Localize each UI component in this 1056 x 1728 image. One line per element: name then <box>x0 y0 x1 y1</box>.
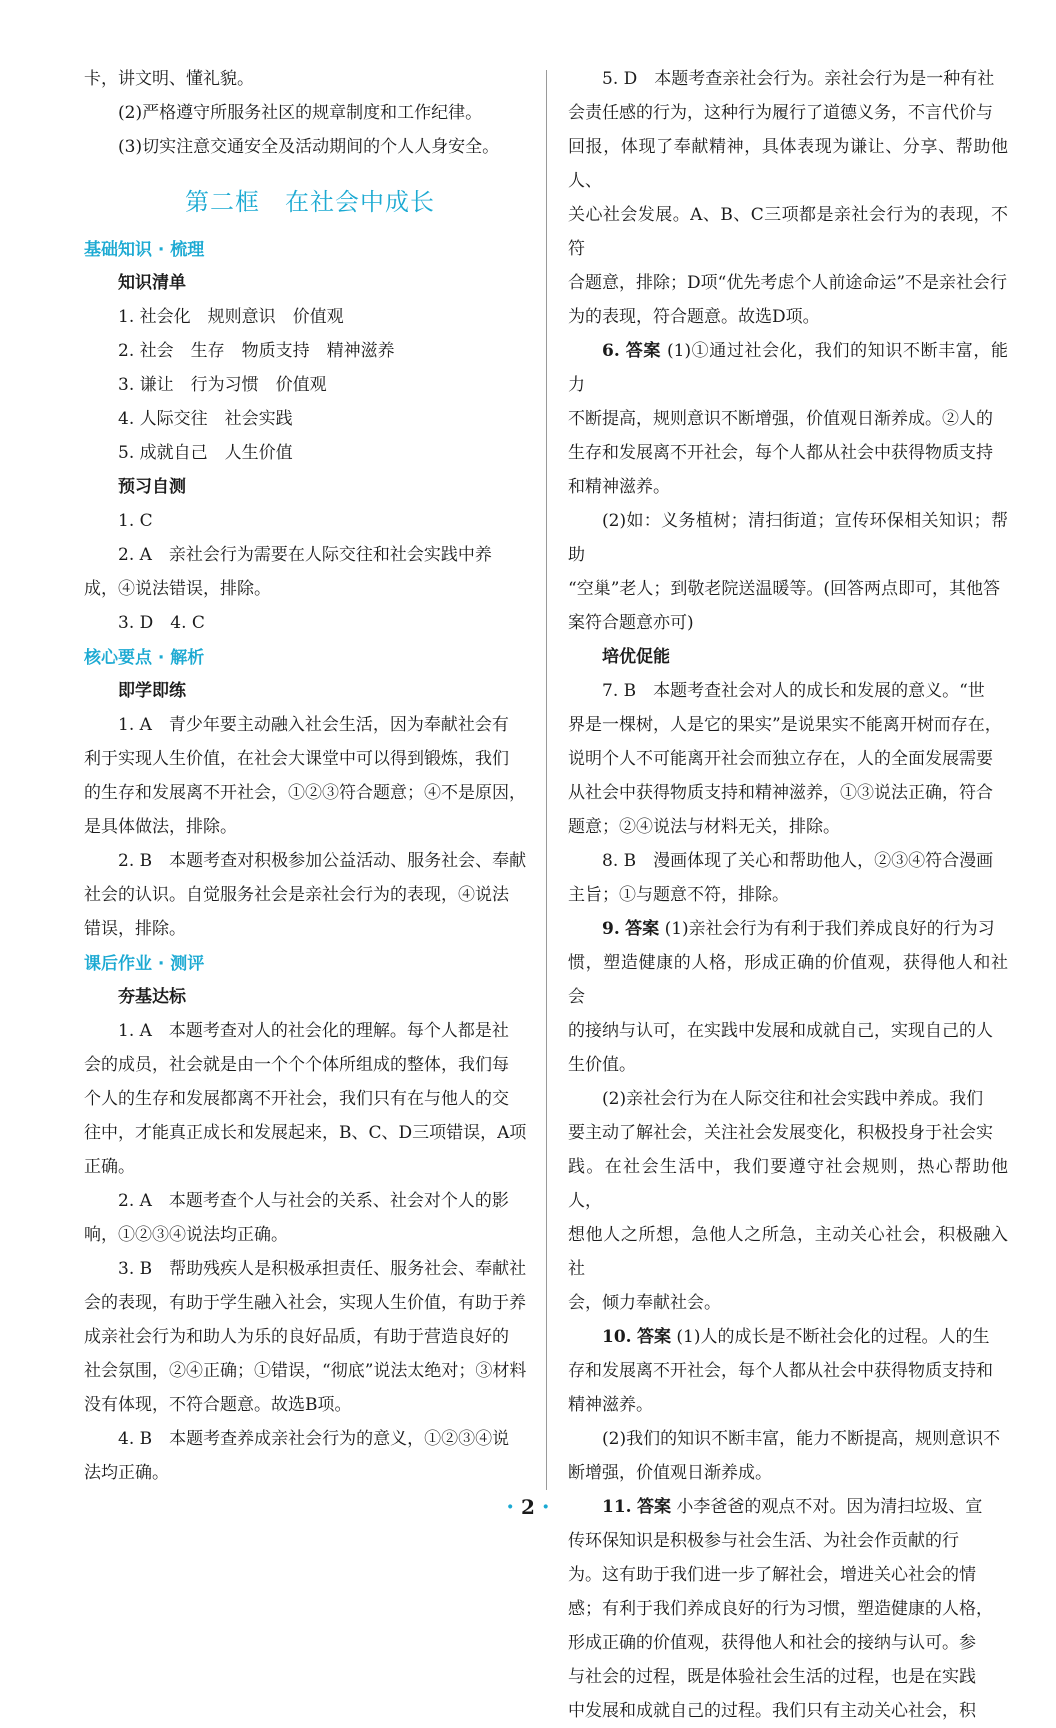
core-answer-line: 1. A 青少年要主动融入社会生活，因为奉献社会有 <box>118 715 509 735</box>
page-number-value: 2 <box>521 1495 535 1519</box>
section-heading-homework: 课后作业 · 测评 <box>84 954 205 974</box>
answer-line: 形成正确的价值观，获得他人和社会的接纳与认可。参 <box>568 1633 976 1653</box>
answer-line: 要主动了解社会，关注社会发展变化，积极投身于社会实 <box>568 1123 993 1143</box>
answer-label: 答案 <box>636 1327 671 1347</box>
homework-answer-line: 会的表现，有助于学生融入社会，实现人生价值，有助于养 <box>84 1293 526 1313</box>
answer-line: 断增强，价值观日渐养成。 <box>568 1463 772 1483</box>
knowledge-item: 2. 社会 生存 物质支持 精神滋养 <box>118 341 395 361</box>
homework-answer-line: 法均正确。 <box>84 1463 169 1483</box>
answer-line: 8. B 漫画体现了关心和帮助他人，②③④符合漫画 <box>602 851 994 871</box>
homework-answer-line: 2. A 本题考查个人与社会的关系、社会对个人的影 <box>118 1191 509 1211</box>
answer-label: 答案 <box>636 1497 671 1517</box>
answer-label: 答案 <box>625 919 660 939</box>
answer-line: 的接纳与认可，在实践中发展和成就自己，实现自己的人 <box>568 1021 993 1041</box>
answer-line: (2)如：义务植树；清扫街道；宣传环保相关知识；帮助 <box>568 511 1008 565</box>
answer-line: 合题意，排除；D项“优先考虑个人前途命运”不是亲社会行 <box>568 273 1008 293</box>
subheading-preview-test: 预习自测 <box>118 477 186 497</box>
frame-title: 第二框 在社会中成长 <box>185 188 435 216</box>
column-divider <box>546 70 547 1490</box>
answer-line: 生价值。 <box>568 1055 636 1075</box>
answer-text: (1)①通过社会化，我们的知识不断丰富，能力 <box>568 341 1008 395</box>
homework-answer-line: 没有体现，不符合题意。故选B项。 <box>84 1395 352 1415</box>
answer-line: 存和发展离不开社会，每个人都从社会中获得物质支持和 <box>568 1361 993 1381</box>
homework-answer-line: 往中，才能真正成长和发展起来，B、C、D三项错误，A项 <box>84 1123 527 1143</box>
preview-answer: 成，④说法错误，排除。 <box>84 579 271 599</box>
core-answer-line: 2. B 本题考查对积极参加公益活动、服务社会、奉献 <box>118 851 527 871</box>
question-number: 6. <box>602 341 620 361</box>
knowledge-item: 1. 社会化 规则意识 价值观 <box>118 307 344 327</box>
homework-answer-line: 3. B 帮助残疾人是积极承担责任、服务社会、奉献社 <box>118 1259 527 1279</box>
answer-line: 会责任感的行为，这种行为履行了道德义务，不言代价与 <box>568 103 993 123</box>
answer-line: 界是一棵树，人是它的果实”是说果实不能离开树而存在， <box>568 715 1002 735</box>
preview-answer: 3. D 4. C <box>118 613 205 633</box>
section-heading-basic: 基础知识 · 梳理 <box>84 240 205 260</box>
answer-line: 中发展和成就自己的过程。我们只有主动关心社会，积 <box>568 1701 976 1721</box>
answer-line: 传环保知识是积极参与社会生活、为社会作贡献的行 <box>568 1531 959 1551</box>
answer-line: (2)我们的知识不断丰富，能力不断提高，规则意识不 <box>602 1429 1001 1449</box>
core-answer-line: 错误，排除。 <box>84 919 186 939</box>
subheading-knowledge-list: 知识清单 <box>118 273 186 293</box>
answer-line: 5. D 本题考查亲社会行为。亲社会行为是一种有社 <box>602 69 995 89</box>
intro-line: (3)切实注意交通安全及活动期间的个人人身安全。 <box>118 137 500 157</box>
answer-line: 惯，塑造健康的人格，形成正确的价值观，获得他人和社会 <box>568 953 1008 1007</box>
preview-answer: 1. C <box>118 511 153 531</box>
answer-line: 回报，体现了奉献精神，具体表现为谦让、分享、帮助他人、 <box>568 137 1008 191</box>
answer-line: 主旨；①与题意不符，排除。 <box>568 885 789 905</box>
left-column <box>84 62 536 1490</box>
homework-answer-line: 个人的生存和发展都离不开社会，我们只有在与他人的交 <box>84 1089 509 1109</box>
question-number: 10. <box>602 1327 632 1347</box>
subheading-practice: 即学即练 <box>118 681 186 701</box>
intro-line: 卡，讲文明、懂礼貌。 <box>84 69 254 89</box>
subheading-foundation: 夯基达标 <box>118 987 186 1007</box>
answer-text: 小李爸爸的观点不对。因为清扫垃圾、宣 <box>676 1497 983 1517</box>
intro-line: (2)严格遵守所服务社区的规章制度和工作纪律。 <box>118 103 483 123</box>
answer-line: 生存和发展离不开社会，每个人都从社会中获得物质支持 <box>568 443 993 463</box>
homework-answer-line: 正确。 <box>84 1157 135 1177</box>
homework-answer-line: 成亲社会行为和助人为乐的良好品质，有助于营造良好的 <box>84 1327 509 1347</box>
answer-line: 说明个人不可能离开社会而独立存在，人的全面发展需要 <box>568 749 993 769</box>
question-number: 11. <box>602 1497 632 1517</box>
answer-line: 不断提高，规则意识不断增强，价值观日渐养成。②人的 <box>568 409 993 429</box>
answer-line: 为。这有助于我们进一步了解社会，增进关心社会的情 <box>568 1565 976 1585</box>
core-answer-line: 利于实现人生价值，在社会大课堂中可以得到锻炼，我们 <box>84 749 509 769</box>
answer-line: “空巢”老人；到敬老院送温暖等。(回答两点即可，其他答 <box>568 579 1001 599</box>
answer-line <box>568 1320 1008 1354</box>
answer-line: (2)亲社会行为在人际交往和社会实践中养成。我们 <box>602 1089 984 1109</box>
answer-line: 关心社会发展。A、B、C三项都是亲社会行为的表现，不符 <box>568 205 1008 259</box>
answer-line: 题意；②④说法与材料无关，排除。 <box>568 817 840 837</box>
answer-line: 会，倾力奉献社会。 <box>568 1293 721 1313</box>
question-number: 9. <box>602 919 620 939</box>
answer-line: 想他人之所想，急他人之所急，主动关心社会，积极融入社 <box>568 1225 1008 1279</box>
core-answer-line: 是具体做法，排除。 <box>84 817 237 837</box>
homework-answer-line: 会的成员，社会就是由一个个个体所组成的整体，我们每 <box>84 1055 509 1075</box>
answer-line: 7. B 本题考查社会对人的成长和发展的意义。“世 <box>602 681 985 701</box>
answer-line: 和精神滋养。 <box>568 477 670 497</box>
answer-line: 感；有利于我们养成良好的行为习惯，塑造健康的人格， <box>568 1599 993 1619</box>
answer-line: 为的表现，符合题意。故选D项。 <box>568 307 820 327</box>
preview-answer: 2. A 亲社会行为需要在人际交往和社会实践中养 <box>118 545 492 565</box>
section-heading-core: 核心要点 · 解析 <box>84 648 205 668</box>
answer-line: 从社会中获得物质支持和精神滋养，①③说法正确，符合 <box>568 783 993 803</box>
core-answer-line: 的生存和发展离不开社会，①②③符合题意；④不是原因， <box>84 783 526 803</box>
core-answer-line: 社会的认识。自觉服务社会是亲社会行为的表现，④说法 <box>84 885 509 905</box>
homework-answer-line: 1. A 本题考查对人的社会化的理解。每个人都是社 <box>118 1021 509 1041</box>
answer-line <box>568 334 1008 402</box>
answer-line: 精神滋养。 <box>568 1395 653 1415</box>
homework-answer-line: 响，①②③④说法均正确。 <box>84 1225 288 1245</box>
answer-text: (1)人的成长是不断社会化的过程。人的生 <box>676 1327 990 1347</box>
homework-answer-line: 社会氛围，②④正确；①错误，“彻底”说法太绝对；③材料 <box>84 1361 527 1381</box>
page-number: · 2 · <box>506 1494 550 1520</box>
answer-line: 案符合题意亦可) <box>568 613 694 633</box>
watermark-logo <box>892 1470 1042 1534</box>
knowledge-item: 4. 人际交往 社会实践 <box>118 409 293 429</box>
answer-line: 践。在社会生活中，我们要遵守社会规则，热心帮助他人， <box>568 1157 1008 1211</box>
answer-label: 答案 <box>625 341 661 361</box>
answer-line: 与社会的过程，既是体验社会生活的过程，也是在实践 <box>568 1667 976 1687</box>
homework-answer-line: 4. B 本题考查养成亲社会行为的意义，①②③④说 <box>118 1429 510 1449</box>
knowledge-item: 5. 成就自己 人生价值 <box>118 443 293 463</box>
knowledge-item: 3. 谦让 行为习惯 价值观 <box>118 375 327 395</box>
answer-text: (1)亲社会行为有利于我们养成良好的行为习 <box>664 919 995 939</box>
subheading-advanced: 培优促能 <box>602 647 670 667</box>
answer-line <box>568 912 1008 946</box>
